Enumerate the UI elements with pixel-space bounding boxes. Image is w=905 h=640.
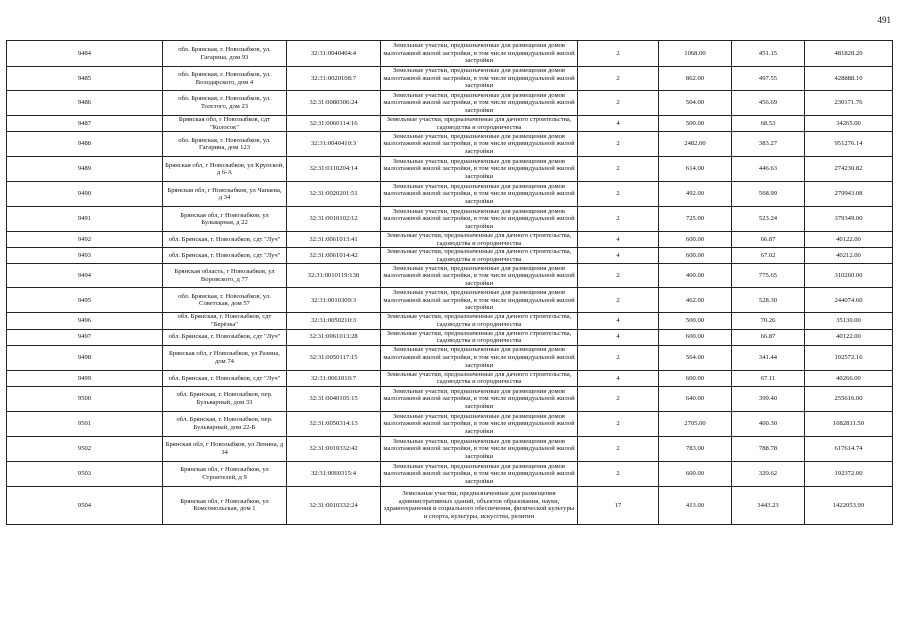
cell-cadastral-value: 428888.10	[805, 67, 893, 91]
cell-group: 2	[578, 91, 659, 116]
cell-cadastral-number: 32:31:0080306:24	[287, 91, 381, 116]
table-row	[7, 207, 893, 232]
cell-address: обл. Брянская, г. Новозыбков, сдт "Луч"	[163, 329, 287, 345]
cell-group: 2	[578, 182, 659, 207]
cell-address: обл. Брянская, г. Новозыбков, ул. Советская, дом 57	[163, 288, 287, 313]
cell-cadastral-value: 379349.00	[805, 207, 893, 232]
table-row	[7, 329, 893, 345]
cell-cadastral-value: 34265.00	[805, 116, 893, 132]
cell-number: 9489	[7, 157, 163, 182]
cell-area: 640.00	[659, 386, 732, 411]
cell-group: 4	[578, 313, 659, 329]
cell-land-purpose: Земельные участки, предназначенные для размещения домов малоэтажной жилой застройки, в том числе индивидуальной жилой застройки	[381, 345, 578, 370]
cell-area: 2705.00	[659, 411, 732, 436]
cell-address: обл. Брянская, г. Новозыбков, сдт "Луч"	[163, 232, 287, 248]
cell-area: 492.00	[659, 182, 732, 207]
cell-group: 4	[578, 248, 659, 264]
table-row	[7, 411, 893, 436]
cell-land-purpose: Земельные участки, предназначенные для дачного строительства, садоводства и огородничества	[381, 329, 578, 345]
cell-cadastral-number: 32:31:0020201:51	[287, 182, 381, 207]
cell-address: обл. Брянская, г. Новозыбков, пер. Бульварный, дом 22-Б	[163, 411, 287, 436]
cell-group: 2	[578, 411, 659, 436]
cell-group: 2	[578, 288, 659, 313]
cell-unit-value: 3443.23	[732, 486, 805, 524]
cell-land-purpose: Земельные участки, предназначенные для размещения домов малоэтажной жилой застройки, в том числе индивидуальной жилой застройки	[381, 264, 578, 288]
cell-cadastral-value: 40212.00	[805, 248, 893, 264]
table-body	[7, 41, 893, 525]
cell-number: 9499	[7, 370, 163, 386]
cell-unit-value: 67.11	[732, 370, 805, 386]
cell-unit-value: 788.78	[732, 436, 805, 461]
cell-unit-value: 399.40	[732, 386, 805, 411]
cell-address: обл. Брянская, г. Новозыбков, сдт "Луч"	[163, 370, 287, 386]
cell-area: 600.00	[659, 329, 732, 345]
cell-area: 783.00	[659, 436, 732, 461]
cell-area: 614.00	[659, 157, 732, 182]
cell-cadastral-value: 255616.00	[805, 386, 893, 411]
cell-cadastral-value: 192372.00	[805, 461, 893, 486]
cell-area: 600.00	[659, 370, 732, 386]
cell-number: 9484	[7, 41, 163, 67]
table-row	[7, 41, 893, 67]
cell-number: 9487	[7, 116, 163, 132]
cell-unit-value: 528.30	[732, 288, 805, 313]
cell-area: 462.00	[659, 288, 732, 313]
table-row	[7, 486, 893, 524]
cell-group: 4	[578, 116, 659, 132]
cell-group: 17	[578, 486, 659, 524]
cell-address: обл. Брянская, г. Новозыбков, сдт "Луч"	[163, 248, 287, 264]
cell-cadastral-number: 32:31:0050314:13	[287, 411, 381, 436]
cell-number: 9504	[7, 486, 163, 524]
cell-unit-value: 70.26	[732, 313, 805, 329]
cell-group: 2	[578, 461, 659, 486]
cell-area: 413.00	[659, 486, 732, 524]
cell-number: 9500	[7, 386, 163, 411]
cell-land-purpose: Земельные участки, предназначенные для размещения домов малоэтажной жилой застройки, в том числе индивидуальной жилой застройки	[381, 67, 578, 91]
cell-group: 2	[578, 345, 659, 370]
table-row	[7, 116, 893, 132]
cell-land-purpose: Земельные участки, предназначенные для размещения домов малоэтажной жилой застройки, в том числе индивидуальной жилой застройки	[381, 411, 578, 436]
cell-unit-value: 68.53	[732, 116, 805, 132]
table-row	[7, 288, 893, 313]
cell-cadastral-value: 244074.60	[805, 288, 893, 313]
cell-cadastral-number: 32:31:0061013:41	[287, 232, 381, 248]
cell-cadastral-number: 32:31:0010119:138	[287, 264, 381, 288]
cell-cadastral-number: 32:31:0060315:4	[287, 461, 381, 486]
cell-number: 9492	[7, 232, 163, 248]
table-row	[7, 345, 893, 370]
cell-unit-value: 523.24	[732, 207, 805, 232]
cell-land-purpose: Земельные участки, предназначенные для размещения домов малоэтажной жилой застройки, в том числе индивидуальной жилой застройки	[381, 207, 578, 232]
table-row	[7, 67, 893, 91]
cell-address: Брянская область, г Новозыбков, ул Воровского, д 77	[163, 264, 287, 288]
cell-unit-value: 66.87	[732, 329, 805, 345]
cell-cadastral-number: 32:31:0020108:7	[287, 67, 381, 91]
cell-cadastral-number: 32:31:0110204:14	[287, 157, 381, 182]
cell-area: 500.00	[659, 116, 732, 132]
cell-land-purpose: Земельные участки, предназначенные для размещения домов малоэтажной жилой застройки, в том числе индивидуальной жилой застройки	[381, 436, 578, 461]
cell-cadastral-number: 32:31:0010332:42	[287, 436, 381, 461]
table-row	[7, 182, 893, 207]
land-registry-table	[6, 40, 893, 525]
cell-group: 4	[578, 232, 659, 248]
cell-cadastral-number: 32:31:0010309:3	[287, 288, 381, 313]
cell-area: 504.00	[659, 91, 732, 116]
cell-land-purpose: Земельные участки, предназначенные для размещения домов малоэтажной жилой застройки, в том числе индивидуальной жилой застройки	[381, 157, 578, 182]
cell-cadastral-value: 951276.14	[805, 132, 893, 157]
cell-cadastral-value: 35130.00	[805, 313, 893, 329]
table-row	[7, 386, 893, 411]
cell-cadastral-value: 40122.00	[805, 232, 893, 248]
cell-cadastral-value: 274230.82	[805, 157, 893, 182]
cell-land-purpose: Земельные участки, предназначенные для дачного строительства, садоводства и огородничества	[381, 370, 578, 386]
cell-address: обл. Брянская, г. Новозыбков, ул. Гагарина, дом 123	[163, 132, 287, 157]
table-row	[7, 132, 893, 157]
table-row	[7, 248, 893, 264]
cell-cadastral-value: 310260.00	[805, 264, 893, 288]
cell-land-purpose: Земельные участки, предназначенные для размещения административных зданий, объектов образования, науки, здравоохранения и социального обеспечения, физической культуры и спорта, культуры, искусства, религии	[381, 486, 578, 524]
cell-address: Брянская обл, г Новозыбков, ул Бульварная, д 22	[163, 207, 287, 232]
cell-address: Брянская обл, г Новозыбков, ул Ленина, д 34	[163, 436, 287, 461]
cell-unit-value: 383.27	[732, 132, 805, 157]
cell-area: 600.00	[659, 248, 732, 264]
table-row	[7, 91, 893, 116]
cell-number: 9503	[7, 461, 163, 486]
cell-area: 500.00	[659, 313, 732, 329]
cell-group: 2	[578, 436, 659, 461]
cell-group: 2	[578, 386, 659, 411]
cell-cadastral-value: 1422053.99	[805, 486, 893, 524]
cell-unit-value: 456.69	[732, 91, 805, 116]
cell-number: 9498	[7, 345, 163, 370]
cell-unit-value: 775.65	[732, 264, 805, 288]
table-row	[7, 232, 893, 248]
cell-cadastral-value: 617614.74	[805, 436, 893, 461]
cell-land-purpose: Земельные участки, предназначенные для размещения домов малоэтажной жилой застройки, в том числе индивидуальной жилой застройки	[381, 182, 578, 207]
cell-unit-value: 451.15	[732, 41, 805, 67]
cell-land-purpose: Земельные участки, предназначенные для размещения домов малоэтажной жилой застройки, в том числе индивидуальной жилой застройки	[381, 41, 578, 67]
cell-cadastral-number: 32:31:0061013:28	[287, 329, 381, 345]
cell-group: 2	[578, 157, 659, 182]
cell-group: 4	[578, 329, 659, 345]
cell-number: 9493	[7, 248, 163, 264]
cell-address: обл. Брянская, г. Новозыбков, ул. Толстого, дом 23	[163, 91, 287, 116]
table-row	[7, 370, 893, 386]
cell-group: 2	[578, 67, 659, 91]
table-row	[7, 264, 893, 288]
cell-unit-value: 446.63	[732, 157, 805, 182]
cell-cadastral-value: 279943.08	[805, 182, 893, 207]
cell-number: 9501	[7, 411, 163, 436]
cell-unit-value: 341.44	[732, 345, 805, 370]
cell-cadastral-value: 192572.16	[805, 345, 893, 370]
page-number: 491	[877, 15, 891, 25]
cell-group: 2	[578, 207, 659, 232]
cell-area: 600.00	[659, 461, 732, 486]
cell-cadastral-number: 32:31:0061014:42	[287, 248, 381, 264]
cell-cadastral-number: 32:31:0060114:16	[287, 116, 381, 132]
cell-number: 9490	[7, 182, 163, 207]
cell-number: 9494	[7, 264, 163, 288]
cell-number: 9502	[7, 436, 163, 461]
cell-cadastral-number: 32:31:0050210:3	[287, 313, 381, 329]
cell-group: 2	[578, 41, 659, 67]
cell-area: 862.00	[659, 67, 732, 91]
cell-address: Брянская обл, г Новозыбков, ул Разина, дом 74	[163, 345, 287, 370]
table-row	[7, 461, 893, 486]
cell-address: обл. Брянская, г. Новозыбков, пер. Бульварный, дом 33	[163, 386, 287, 411]
cell-cadastral-value: 40122.00	[805, 329, 893, 345]
cell-group: 4	[578, 370, 659, 386]
cell-number: 9491	[7, 207, 163, 232]
cell-area: 400.00	[659, 264, 732, 288]
cell-land-purpose: Земельные участки, предназначенные для размещения домов малоэтажной жилой застройки, в том числе индивидуальной жилой застройки	[381, 461, 578, 486]
cell-area: 1068.00	[659, 41, 732, 67]
cell-address: Брянская обл, г Новозыбков, ул Строителей, д 9	[163, 461, 287, 486]
cell-area: 725.00	[659, 207, 732, 232]
cell-cadastral-value: 230171.76	[805, 91, 893, 116]
cell-cadastral-value: 1082811.50	[805, 411, 893, 436]
cell-address: обл. Брянская, г. Новозыбков, ул. Гагарина, дом 93	[163, 41, 287, 67]
cell-unit-value: 497.55	[732, 67, 805, 91]
cell-land-purpose: Земельные участки, предназначенные для дачного строительства, садоводства и огородничества	[381, 248, 578, 264]
cell-cadastral-number: 32:31:0010102:12	[287, 207, 381, 232]
cell-land-purpose: Земельные участки, предназначенные для размещения домов малоэтажной жилой застройки, в том числе индивидуальной жилой застройки	[381, 132, 578, 157]
cell-unit-value: 400.30	[732, 411, 805, 436]
cell-area: 564.00	[659, 345, 732, 370]
cell-area: 600.00	[659, 232, 732, 248]
cell-land-purpose: Земельные участки, предназначенные для размещения домов малоэтажной жилой застройки, в том числе индивидуальной жилой застройки	[381, 91, 578, 116]
cell-number: 9497	[7, 329, 163, 345]
table-row	[7, 436, 893, 461]
cell-address: Брянская обл, г Новозыбков, ул Чапаева, д 34	[163, 182, 287, 207]
cell-group: 2	[578, 132, 659, 157]
table-row	[7, 313, 893, 329]
cell-address: Брянская обл, г Новозыбков, ул Крупской, д 6-А	[163, 157, 287, 182]
cell-number: 9495	[7, 288, 163, 313]
cell-number: 9488	[7, 132, 163, 157]
cell-unit-value: 67.02	[732, 248, 805, 264]
cell-cadastral-number: 32:31:0040410:3	[287, 132, 381, 157]
cell-address: обл. Брянская, г. Новозыбков, сдт "Берёзка"	[163, 313, 287, 329]
cell-number: 9485	[7, 67, 163, 91]
cell-number: 9496	[7, 313, 163, 329]
cell-address: Брянская обл, г Новозыбков, сдт "Колосок"	[163, 116, 287, 132]
cell-cadastral-number: 32:31:0050117:15	[287, 345, 381, 370]
cell-address: Брянская обл, г Новозыбков, ул Комсомольская, дом 1	[163, 486, 287, 524]
table-row	[7, 157, 893, 182]
cell-land-purpose: Земельные участки, предназначенные для дачного строительства, садоводства и огородничества	[381, 116, 578, 132]
cell-cadastral-number: 32:31:0010332:24	[287, 486, 381, 524]
cell-cadastral-value: 40266.00	[805, 370, 893, 386]
cell-land-purpose: Земельные участки, предназначенные для размещения домов малоэтажной жилой застройки, в том числе индивидуальной жилой застройки	[381, 386, 578, 411]
cell-unit-value: 320.62	[732, 461, 805, 486]
cell-address: обл. Брянская, г. Новозыбков, ул. Володарского, дом 4	[163, 67, 287, 91]
cell-cadastral-value: 481828.20	[805, 41, 893, 67]
cell-land-purpose: Земельные участки, предназначенные для размещения домов малоэтажной жилой застройки, в том числе индивидуальной жилой застройки	[381, 288, 578, 313]
cell-cadastral-number: 32:31:0040404:4	[287, 41, 381, 67]
cell-unit-value: 66.87	[732, 232, 805, 248]
cell-cadastral-number: 32:31:0040105:15	[287, 386, 381, 411]
cell-land-purpose: Земельные участки, предназначенные для дачного строительства, садоводства и огородничества	[381, 313, 578, 329]
cell-group: 2	[578, 264, 659, 288]
cell-unit-value: 568.99	[732, 182, 805, 207]
cell-land-purpose: Земельные участки, предназначенные для дачного строительства, садоводства и огородничества	[381, 232, 578, 248]
cell-area: 2482.00	[659, 132, 732, 157]
cell-cadastral-number: 32:31:0061010:7	[287, 370, 381, 386]
cell-number: 9486	[7, 91, 163, 116]
